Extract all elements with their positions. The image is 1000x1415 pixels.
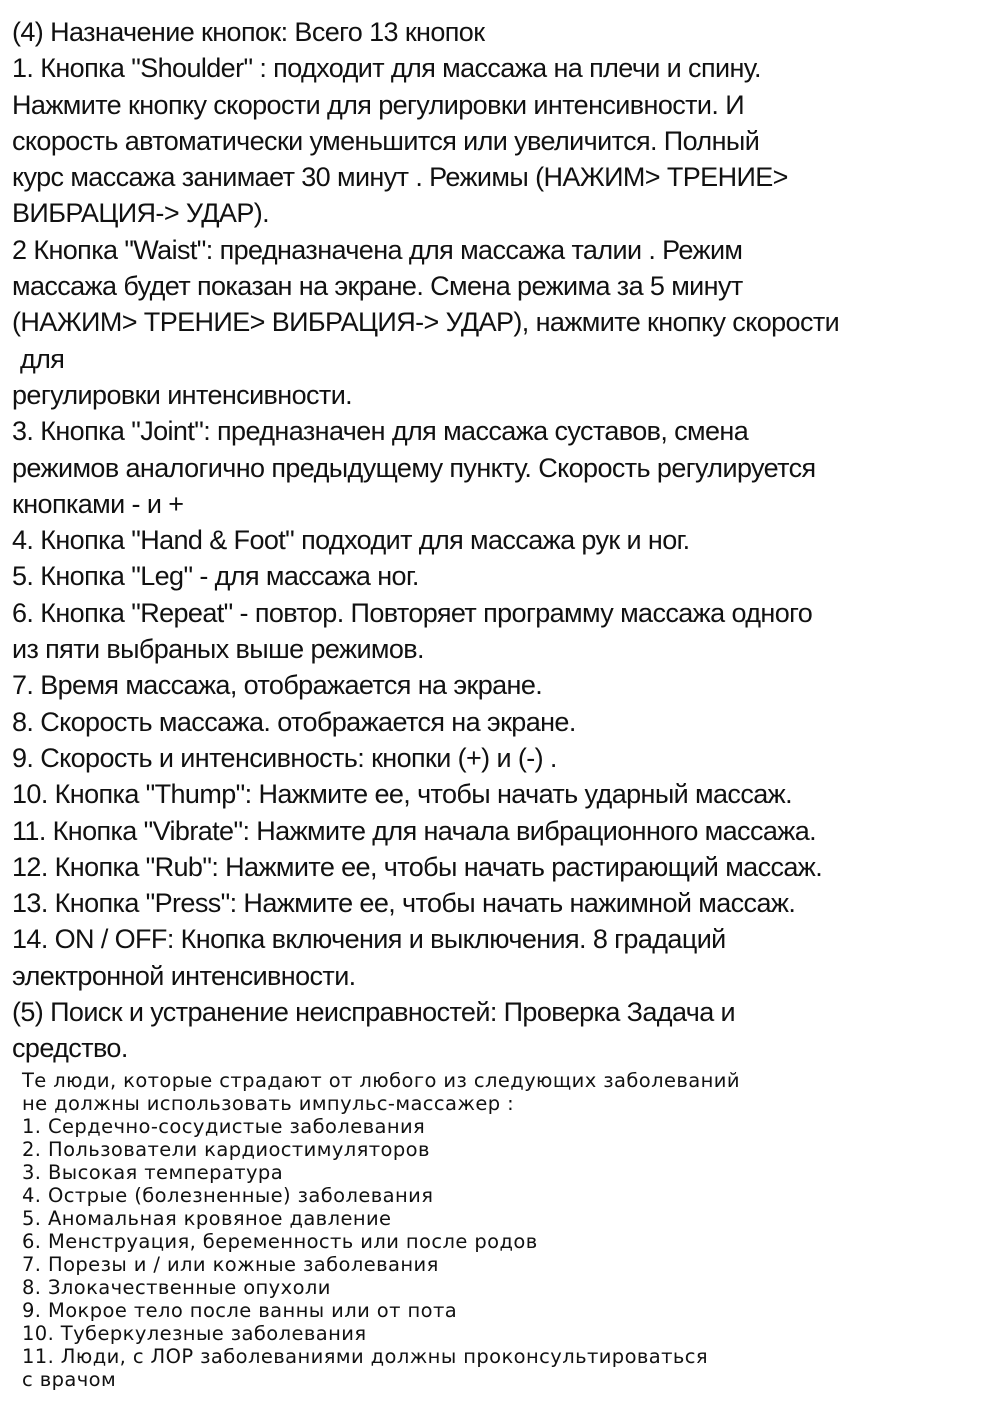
button-2-line-2: массажа будет показан на экране. Смена режима за 5 минут — [12, 271, 743, 302]
button-6-line-1: 6. Кнопка "Repeat" - повтор. Повторяет программу массажа одного — [12, 597, 813, 628]
section-4-heading: (4) Назначение кнопок: Всего 13 кнопок — [12, 17, 485, 47]
item-14-line-2: электронной интенсивности. — [12, 960, 356, 991]
section-5-heading-line-2: средство. — [12, 1033, 128, 1064]
contraindication-last-line: с врачом — [22, 1368, 117, 1391]
button-4-line: 4. Кнопка "Hand & Foot" подходит для массажа рук и ног. — [12, 525, 690, 556]
button-2-line-3: (НАЖИМ> ТРЕНИЕ> ВИБРАЦИЯ-> УДАР), нажмите кнопку скорости — [12, 307, 840, 338]
contraindication-item: 1. Сердечно-сосудистые заболевания — [22, 1115, 426, 1138]
button-13-line: 13. Кнопка "Press": Нажмите ее, чтобы начать нажимной массаж. — [12, 888, 796, 919]
button-1-line-5: ВИБРАЦИЯ-> УДАР). — [12, 198, 270, 229]
item-7-line: 7. Время массажа, отображается на экране. — [12, 670, 543, 701]
button-3-line-1: 3. Кнопка "Joint": предназначен для массажа суставов, смена — [12, 416, 749, 447]
button-1-line-1: 1. Кнопка "Shoulder" : подходит для массажа на плечи и спину. — [12, 53, 761, 84]
button-12-line: 12. Кнопка "Rub": Нажмите ее, чтобы начать растирающий массаж. — [12, 851, 823, 882]
contraindications-section — [22, 1069, 992, 1391]
button-5-line: 5. Кнопка "Leg" - для массажа ног. — [12, 561, 419, 592]
button-2-line-1: 2 Кнопка "Waist": предназначена для массажа талии . Режим — [12, 234, 743, 265]
contraindication-item: 8. Злокачественные опухоли — [22, 1276, 331, 1299]
button-1-line-2: Нажмите кнопку скорости для регулировки интенсивности. И — [12, 89, 745, 120]
contraindication-item: 3. Высокая температура — [22, 1161, 284, 1184]
contraindications-intro-line-2: не должны использовать импульс-массажер : — [22, 1092, 515, 1115]
contraindication-item: 10. Туберкулезные заболевания — [22, 1322, 367, 1345]
button-1-line-3: скорость автоматически уменьшится или увеличится. Полный — [12, 125, 760, 156]
button-purposes-section — [12, 14, 997, 1067]
item-9-line: 9. Скорость и интенсивность: кнопки (+) и (-) . — [12, 742, 557, 773]
contraindication-item: 4. Острые (болезненные) заболевания — [22, 1184, 434, 1207]
item-8-line: 8. Скорость массажа. отображается на экране. — [12, 706, 576, 737]
button-11-line: 11. Кнопка "Vibrate": Нажмите для начала вибрационного массажа. — [12, 815, 817, 846]
contraindication-item: 6. Менструация, беременность или после родов — [22, 1230, 538, 1253]
button-3-line-2: режимов аналогично предыдущему пункту. Скорость регулируется — [12, 452, 816, 483]
contraindication-item: 5. Аномальная кровяное давление — [22, 1207, 392, 1230]
button-6-line-2: из пяти выбраных выше режимов. — [12, 634, 424, 665]
button-1-line-4: курс массажа занимает 30 минут . Режимы (НАЖИМ> ТРЕНИЕ> — [12, 162, 788, 193]
item-14-line-1: 14. ON / OFF: Кнопка включения и выключения. 8 градаций — [12, 924, 726, 955]
contraindication-item: 11. Люди, с ЛОР заболеваниями должны проконсультироваться — [22, 1345, 709, 1368]
section-5-heading-line-1: (5) Поиск и устранение неисправностей: Проверка Задача и — [12, 997, 736, 1028]
button-10-line: 10. Кнопка "Thump": Нажмите ее, чтобы начать ударный массаж. — [12, 779, 792, 810]
contraindication-item: 9. Мокрое тело после ванны или от пота — [22, 1299, 458, 1322]
button-2-line-5: регулировки интенсивности. — [12, 379, 353, 410]
contraindication-item: 2. Пользователи кардиостимуляторов — [22, 1138, 430, 1161]
button-2-line-4: для — [20, 343, 65, 374]
button-3-line-3: кнопками - и + — [12, 488, 184, 519]
contraindication-item: 7. Порезы и / или кожные заболевания — [22, 1253, 439, 1276]
contraindications-intro-line-1: Те люди, которые страдают от любого из следующих заболеваний — [22, 1069, 740, 1092]
